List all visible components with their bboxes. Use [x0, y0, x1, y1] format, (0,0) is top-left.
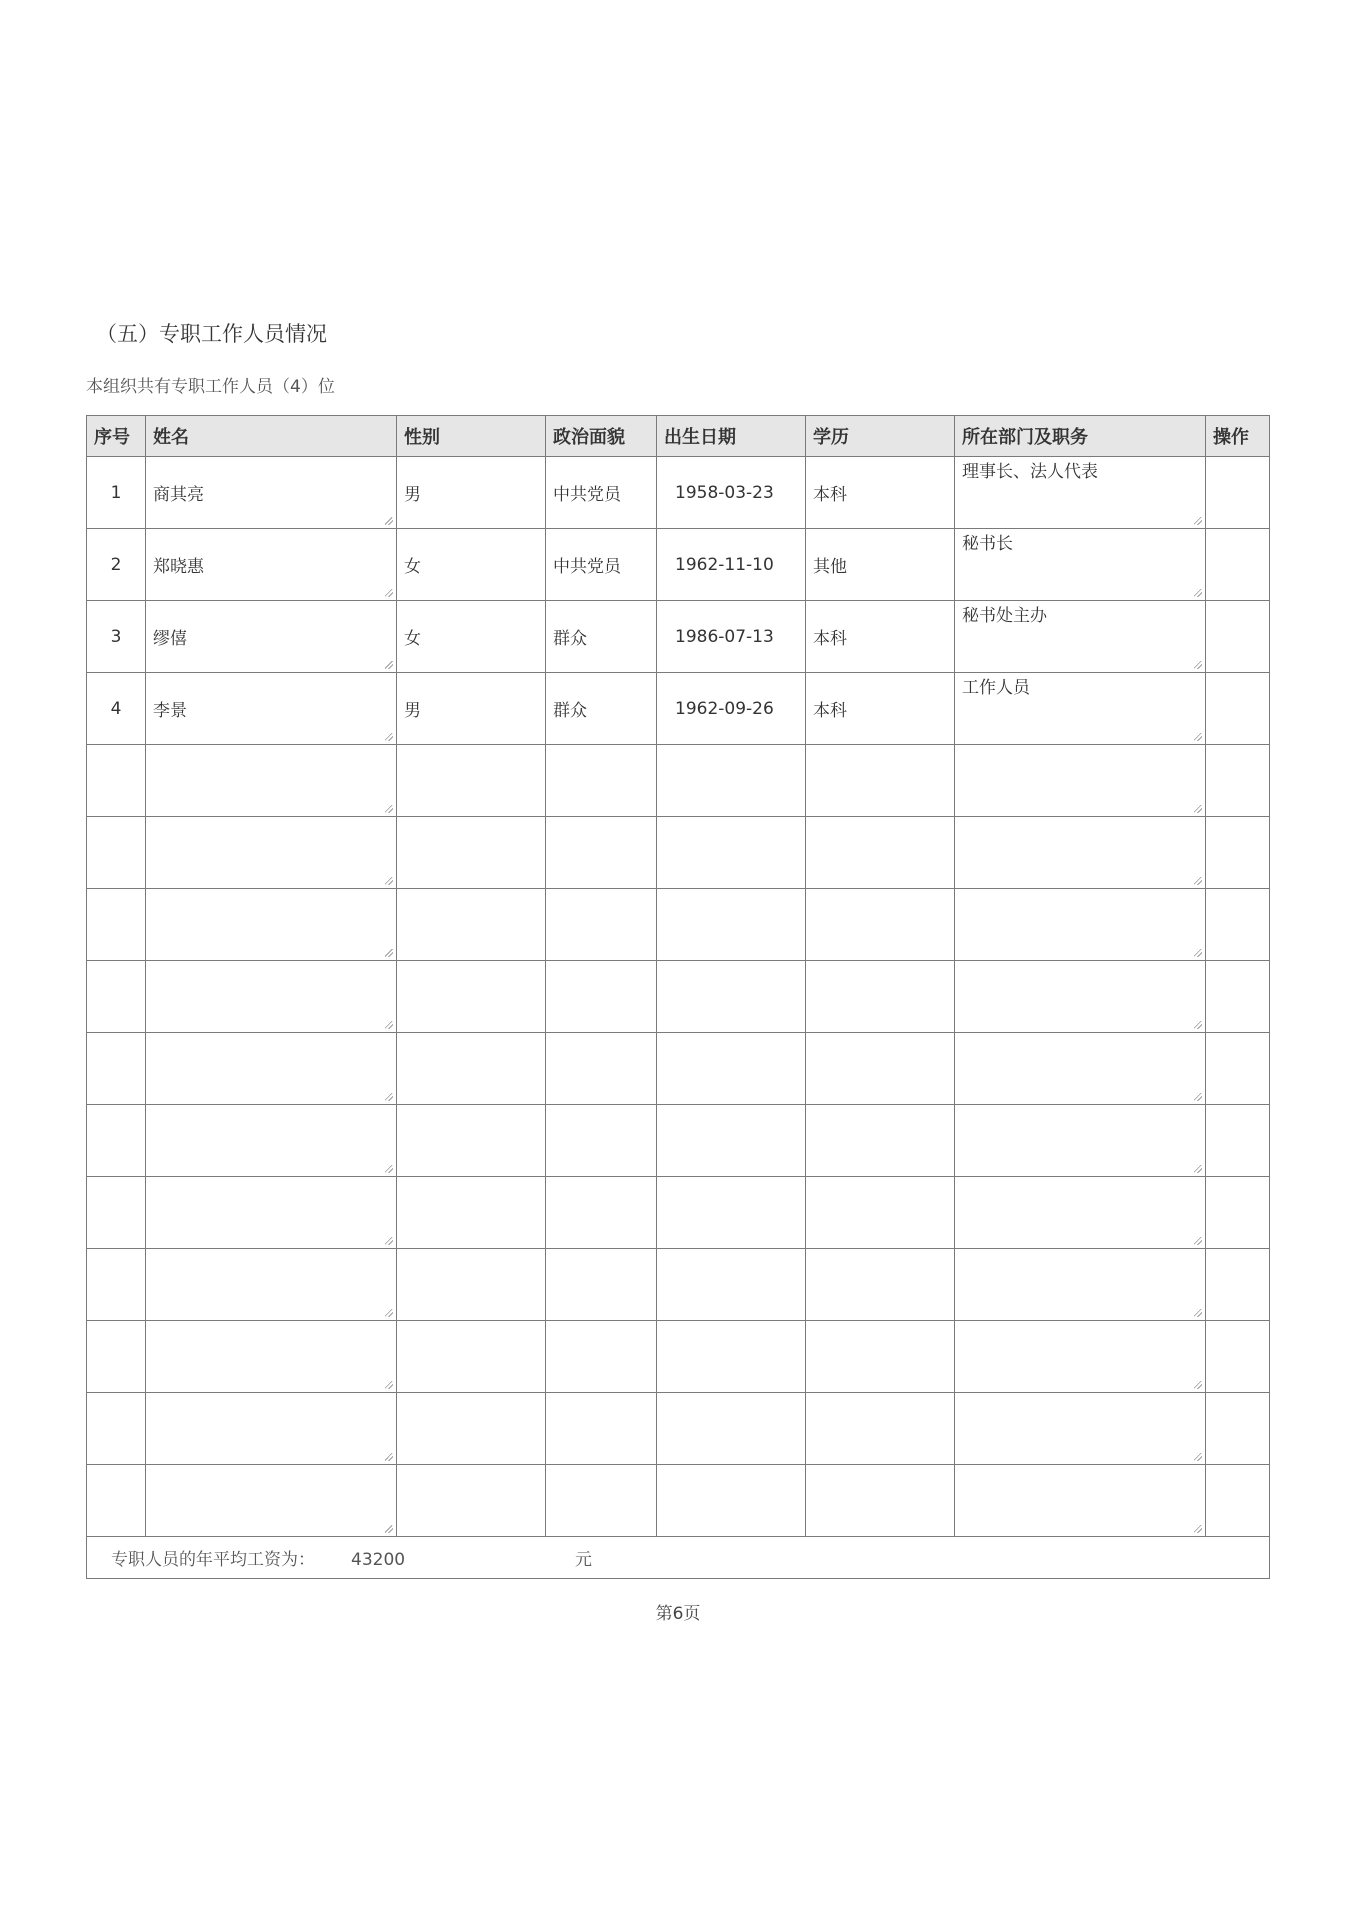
- education-select[interactable]: [806, 961, 955, 1033]
- name-textarea[interactable]: [146, 745, 397, 817]
- header-dept: 所在部门及职务: [955, 416, 1206, 457]
- cell-birth-text: 1958-03-23: [675, 482, 774, 503]
- dept-textarea[interactable]: [955, 1033, 1206, 1105]
- gender-select[interactable]: [397, 1177, 546, 1249]
- political-select[interactable]: [546, 817, 657, 889]
- cell-dept-text: 理事长、法人代表: [962, 462, 1098, 482]
- name-textarea[interactable]: [146, 601, 397, 673]
- resize-grip-icon[interactable]: [385, 733, 393, 741]
- resize-grip-icon[interactable]: [385, 1309, 393, 1317]
- cell-no: [87, 673, 146, 745]
- gender-select[interactable]: [397, 817, 546, 889]
- cell-no: [87, 1465, 146, 1537]
- dept-textarea[interactable]: [955, 1465, 1206, 1537]
- cell-birth-text: 1962-11-10: [675, 554, 774, 575]
- education-select[interactable]: [806, 529, 955, 601]
- dept-textarea[interactable]: [955, 1105, 1206, 1177]
- resize-grip-icon[interactable]: [385, 589, 393, 597]
- cell-political-text: 群众: [553, 701, 587, 721]
- dept-textarea[interactable]: [955, 457, 1206, 529]
- cell-birth-text: 1962-09-26: [675, 698, 774, 719]
- cell-no-text: 4: [110, 698, 122, 719]
- cell-no: [87, 817, 146, 889]
- birth-date-input[interactable]: [657, 1393, 806, 1465]
- education-select[interactable]: [806, 889, 955, 961]
- education-select[interactable]: [806, 1465, 955, 1537]
- resize-grip-icon[interactable]: [385, 1525, 393, 1533]
- resize-grip-icon[interactable]: [1194, 1381, 1202, 1389]
- header-education: 学历: [806, 416, 955, 457]
- table-row: [87, 1249, 1270, 1321]
- political-select[interactable]: [546, 889, 657, 961]
- header-no: 序号: [87, 416, 146, 457]
- political-select[interactable]: [546, 673, 657, 745]
- cell-no: [87, 1321, 146, 1393]
- page-number: 第6页: [655, 1604, 701, 1624]
- cell-no: [87, 1177, 146, 1249]
- gender-select[interactable]: [397, 529, 546, 601]
- cell-name-text: 缪僖: [153, 629, 187, 649]
- resize-grip-icon[interactable]: [385, 1381, 393, 1389]
- cell-gender-text: 女: [404, 557, 421, 577]
- cell-education-text: 本科: [813, 629, 847, 649]
- birth-date-input[interactable]: [657, 1465, 806, 1537]
- birth-date-input[interactable]: [657, 457, 806, 529]
- section-title: （五）专职工作人员情况: [96, 322, 327, 346]
- dept-textarea[interactable]: [955, 529, 1206, 601]
- action-cell: [1206, 457, 1270, 529]
- cell-name-text: 李景: [153, 701, 187, 721]
- dept-textarea[interactable]: [955, 1393, 1206, 1465]
- resize-grip-icon[interactable]: [1194, 589, 1202, 597]
- education-select[interactable]: [806, 601, 955, 673]
- resize-grip-icon[interactable]: [1194, 1525, 1202, 1533]
- action-cell: [1206, 1393, 1270, 1465]
- birth-date-input[interactable]: [657, 1105, 806, 1177]
- birth-date-input[interactable]: [657, 745, 806, 817]
- cell-no: [87, 457, 146, 529]
- table-row: [87, 1393, 1270, 1465]
- table-row: [87, 961, 1270, 1033]
- resize-grip-icon[interactable]: [385, 949, 393, 957]
- cell-no-text: 2: [110, 554, 122, 575]
- resize-grip-icon[interactable]: [1194, 1309, 1202, 1317]
- table-header-row: [87, 416, 1270, 457]
- gender-select[interactable]: [397, 457, 546, 529]
- cell-no: [87, 889, 146, 961]
- political-select[interactable]: [546, 1033, 657, 1105]
- cell-name-text: 郑晓惠: [153, 557, 204, 577]
- gender-select[interactable]: [397, 1393, 546, 1465]
- education-select[interactable]: [806, 1105, 955, 1177]
- table-row: [87, 745, 1270, 817]
- gender-select[interactable]: [397, 1105, 546, 1177]
- action-cell: [1206, 529, 1270, 601]
- cell-no: [87, 1393, 146, 1465]
- cell-gender-text: 男: [404, 701, 421, 721]
- resize-grip-icon[interactable]: [385, 517, 393, 525]
- resize-grip-icon[interactable]: [385, 661, 393, 669]
- birth-date-input[interactable]: [657, 529, 806, 601]
- name-textarea[interactable]: [146, 961, 397, 1033]
- cell-dept-text: 秘书长: [962, 534, 1013, 554]
- political-select[interactable]: [546, 1465, 657, 1537]
- resize-grip-icon[interactable]: [385, 1165, 393, 1173]
- table-row: [87, 1105, 1270, 1177]
- annual-wage-cell: [87, 1537, 1270, 1579]
- cell-no: [87, 529, 146, 601]
- education-select[interactable]: [806, 673, 955, 745]
- resize-grip-icon[interactable]: [385, 877, 393, 885]
- table-row: [87, 889, 1270, 961]
- action-cell: [1206, 1321, 1270, 1393]
- dept-textarea[interactable]: [955, 673, 1206, 745]
- education-select[interactable]: [806, 1321, 955, 1393]
- name-textarea[interactable]: [146, 1033, 397, 1105]
- birth-date-input[interactable]: [657, 889, 806, 961]
- dept-textarea[interactable]: [955, 817, 1206, 889]
- cell-no: [87, 601, 146, 673]
- annual-wage-value: 43200: [351, 1550, 406, 1570]
- gender-select[interactable]: [397, 1321, 546, 1393]
- political-select[interactable]: [546, 1321, 657, 1393]
- action-cell: [1206, 817, 1270, 889]
- name-textarea[interactable]: [146, 529, 397, 601]
- resize-grip-icon[interactable]: [385, 1453, 393, 1461]
- cell-education-text: 本科: [813, 485, 847, 505]
- dept-textarea[interactable]: [955, 601, 1206, 673]
- name-textarea[interactable]: [146, 1465, 397, 1537]
- resize-grip-icon[interactable]: [385, 1237, 393, 1245]
- resize-grip-icon[interactable]: [1194, 949, 1202, 957]
- political-select[interactable]: [546, 601, 657, 673]
- education-select[interactable]: [806, 1393, 955, 1465]
- political-select[interactable]: [546, 1249, 657, 1321]
- action-cell: [1206, 1033, 1270, 1105]
- action-cell: [1206, 673, 1270, 745]
- table-row: [87, 673, 1270, 745]
- cell-political-text: 群众: [553, 629, 587, 649]
- education-select[interactable]: [806, 457, 955, 529]
- cell-no-text: 1: [110, 482, 122, 503]
- political-select[interactable]: [546, 1177, 657, 1249]
- resize-grip-icon[interactable]: [1194, 1453, 1202, 1461]
- resize-grip-icon[interactable]: [1194, 1021, 1202, 1029]
- education-select[interactable]: [806, 1249, 955, 1321]
- birth-date-input[interactable]: [657, 961, 806, 1033]
- header-political: 政治面貌: [546, 416, 657, 457]
- name-textarea[interactable]: [146, 1105, 397, 1177]
- cell-political-text: 中共党员: [553, 557, 621, 577]
- cell-birth-text: 1986-07-13: [675, 626, 774, 647]
- header-name: 姓名: [146, 416, 397, 457]
- action-cell: [1206, 745, 1270, 817]
- cell-no: [87, 961, 146, 1033]
- table-row: [87, 457, 1270, 529]
- gender-select[interactable]: [397, 745, 546, 817]
- cell-name-text: 商其亮: [153, 485, 204, 505]
- dept-textarea[interactable]: [955, 1177, 1206, 1249]
- name-textarea[interactable]: [146, 1249, 397, 1321]
- cell-education-text: 其他: [813, 557, 847, 577]
- cell-dept-text: 秘书处主办: [962, 606, 1047, 626]
- annual-wage-unit: 元: [575, 1550, 592, 1570]
- cell-gender-text: 女: [404, 629, 421, 649]
- resize-grip-icon[interactable]: [1194, 805, 1202, 813]
- education-select[interactable]: [806, 817, 955, 889]
- action-cell: [1206, 1105, 1270, 1177]
- birth-date-input[interactable]: [657, 673, 806, 745]
- resize-grip-icon[interactable]: [385, 805, 393, 813]
- political-select[interactable]: [546, 529, 657, 601]
- gender-select[interactable]: [397, 601, 546, 673]
- staff-count-summary: 本组织共有专职工作人员（4）位: [86, 377, 335, 397]
- dept-textarea[interactable]: [955, 1321, 1206, 1393]
- action-cell: [1206, 1249, 1270, 1321]
- gender-select[interactable]: [397, 1033, 546, 1105]
- political-select[interactable]: [546, 745, 657, 817]
- birth-date-input[interactable]: [657, 1177, 806, 1249]
- cell-no: [87, 1249, 146, 1321]
- resize-grip-icon[interactable]: [1194, 1237, 1202, 1245]
- name-textarea[interactable]: [146, 889, 397, 961]
- cell-no-text: 3: [110, 626, 122, 647]
- table-row: [87, 817, 1270, 889]
- staff-table-body: [87, 457, 1270, 1537]
- table-row: [87, 529, 1270, 601]
- header-birth: 出生日期: [657, 416, 806, 457]
- birth-date-input[interactable]: [657, 601, 806, 673]
- name-textarea[interactable]: [146, 817, 397, 889]
- gender-select[interactable]: [397, 673, 546, 745]
- cell-no: [87, 1033, 146, 1105]
- cell-education-text: 本科: [813, 701, 847, 721]
- dept-textarea[interactable]: [955, 1249, 1206, 1321]
- birth-date-input[interactable]: [657, 817, 806, 889]
- cell-gender-text: 男: [404, 485, 421, 505]
- resize-grip-icon[interactable]: [1194, 661, 1202, 669]
- birth-date-input[interactable]: [657, 1249, 806, 1321]
- dept-textarea[interactable]: [955, 961, 1206, 1033]
- action-cell: [1206, 961, 1270, 1033]
- action-cell: [1206, 1465, 1270, 1537]
- table-row: [87, 1033, 1270, 1105]
- resize-grip-icon[interactable]: [385, 1021, 393, 1029]
- political-select[interactable]: [546, 1393, 657, 1465]
- political-select[interactable]: [546, 457, 657, 529]
- birth-date-input[interactable]: [657, 1033, 806, 1105]
- table-row: [87, 1465, 1270, 1537]
- education-select[interactable]: [806, 1177, 955, 1249]
- birth-date-input[interactable]: [657, 1321, 806, 1393]
- dept-textarea[interactable]: [955, 889, 1206, 961]
- political-select[interactable]: [546, 1105, 657, 1177]
- cell-political-text: 中共党员: [553, 485, 621, 505]
- cell-no: [87, 745, 146, 817]
- action-cell: [1206, 1177, 1270, 1249]
- education-select[interactable]: [806, 745, 955, 817]
- table-row: [87, 1177, 1270, 1249]
- name-textarea[interactable]: [146, 1393, 397, 1465]
- annual-wage-label: 专职人员的年平均工资为：: [111, 1550, 315, 1570]
- gender-select[interactable]: [397, 889, 546, 961]
- table-row: [87, 1321, 1270, 1393]
- resize-grip-icon[interactable]: [1194, 877, 1202, 885]
- resize-grip-icon[interactable]: [1194, 1165, 1202, 1173]
- footer-row: [87, 1537, 1270, 1579]
- staff-table: [86, 415, 1270, 1579]
- gender-select[interactable]: [397, 961, 546, 1033]
- resize-grip-icon[interactable]: [1194, 1093, 1202, 1101]
- gender-select[interactable]: [397, 1249, 546, 1321]
- political-select[interactable]: [546, 961, 657, 1033]
- resize-grip-icon[interactable]: [1194, 733, 1202, 741]
- header-action: 操作: [1206, 416, 1270, 457]
- resize-grip-icon[interactable]: [1194, 517, 1202, 525]
- name-textarea[interactable]: [146, 1321, 397, 1393]
- name-textarea[interactable]: [146, 1177, 397, 1249]
- education-select[interactable]: [806, 1033, 955, 1105]
- action-cell: [1206, 601, 1270, 673]
- cell-dept-text: 工作人员: [962, 678, 1030, 698]
- name-textarea[interactable]: [146, 673, 397, 745]
- table-row: [87, 601, 1270, 673]
- resize-grip-icon[interactable]: [385, 1093, 393, 1101]
- cell-no: [87, 1105, 146, 1177]
- action-cell: [1206, 889, 1270, 961]
- dept-textarea[interactable]: [955, 745, 1206, 817]
- name-textarea[interactable]: [146, 457, 397, 529]
- gender-select[interactable]: [397, 1465, 546, 1537]
- header-gender: 性别: [397, 416, 546, 457]
